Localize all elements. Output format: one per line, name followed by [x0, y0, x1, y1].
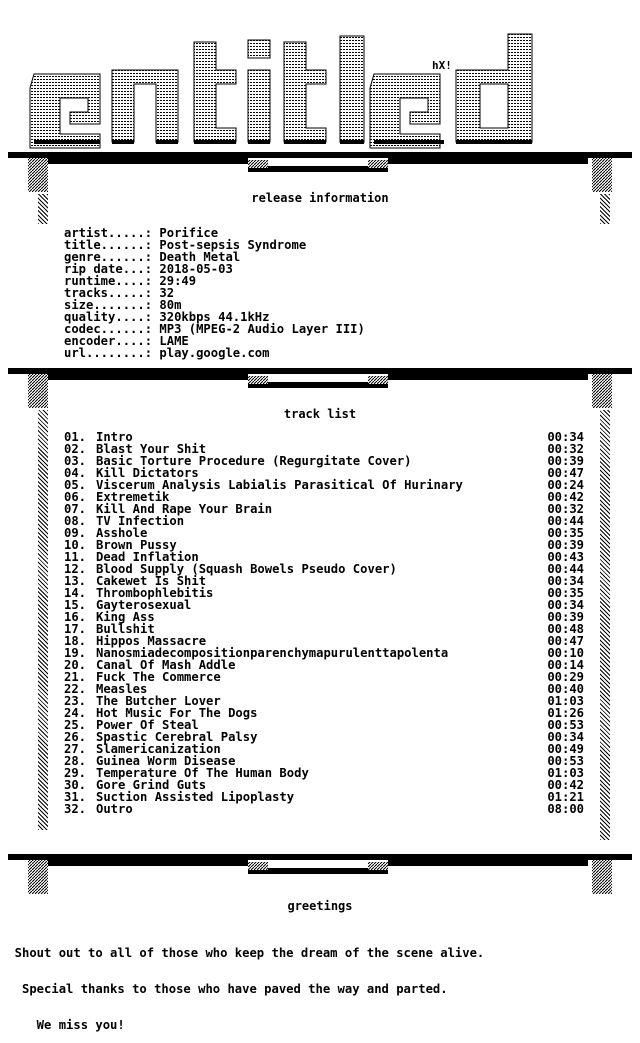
track-number: 23.: [64, 694, 87, 708]
track-title: The Butcher Lover: [96, 694, 221, 708]
track-number: 06.: [64, 490, 87, 504]
info-row: codec......: MP3 (MPEG-2 Audio Layer III): [64, 322, 365, 336]
track-number: 16.: [64, 610, 87, 624]
track-title: Measles: [96, 682, 148, 696]
track-number: 19.: [64, 646, 87, 660]
track-title: Blood Supply (Squash Bowels Pseudo Cover): [96, 562, 397, 576]
track-duration: 00:44: [547, 562, 584, 576]
info-row: runtime....: 29:49: [64, 274, 197, 288]
track-number: 30.: [64, 778, 87, 792]
track-duration: 01:21: [547, 790, 584, 804]
track-duration: 01:26: [547, 706, 584, 720]
section-divider: [8, 366, 632, 410]
track-title: Extremetik: [96, 490, 170, 504]
track-title: Power Of Steal: [96, 718, 199, 732]
track-title: Viscerum Analysis Labialis Parasitical Of Hurinary: [96, 478, 463, 492]
track-number: 29.: [64, 766, 87, 780]
info-row: tracks.....: 32: [64, 286, 175, 300]
track-duration: 00:47: [547, 634, 584, 648]
track-title: Spastic Cerebral Palsy: [96, 730, 258, 744]
info-row: title......: Post-sepsis Syndrome: [64, 238, 307, 252]
track-duration: 00:34: [547, 730, 584, 744]
track-number: 22.: [64, 682, 87, 696]
track-title: Nanosmiadecompositionparenchymapurulenttapolenta: [96, 646, 449, 660]
track-row: [64, 803, 584, 815]
track-duration: 00:42: [547, 778, 584, 792]
info-row: quality....: 320kbps 44.1kHz: [64, 310, 270, 324]
track-title: Fuck The Commerce: [96, 670, 221, 684]
track-number: 09.: [64, 526, 87, 540]
track-duration: 00:24: [547, 478, 584, 492]
greetings-text: [0, 923, 640, 1043]
track-duration: 01:03: [547, 694, 584, 708]
track-number: 32.: [64, 802, 87, 816]
track-duration: 00:34: [547, 430, 584, 444]
track-duration: 00:29: [547, 670, 584, 684]
track-duration: 00:40: [547, 682, 584, 696]
track-title: Bullshit: [96, 622, 155, 636]
release-info: [64, 227, 365, 359]
track-title: Thrombophlebitis: [96, 586, 214, 600]
track-duration: 00:47: [547, 466, 584, 480]
track-duration: 00:44: [547, 514, 584, 528]
track-title: Slamericanization: [96, 742, 221, 756]
greetings-heading: greetings: [287, 899, 353, 913]
info-row: url........: play.google.com: [64, 346, 270, 360]
track-number: 13.: [64, 574, 87, 588]
track-title: Outro: [96, 802, 133, 816]
track-title: Basic Torture Procedure (Regurgitate Cover): [96, 454, 412, 468]
track-number: 05.: [64, 478, 87, 492]
track-duration: 00:43: [547, 550, 584, 564]
track-duration: 00:14: [547, 658, 584, 672]
track-number: 02.: [64, 442, 87, 456]
track-number: 08.: [64, 514, 87, 528]
track-number: 03.: [64, 454, 87, 468]
track-title: Gore Grind Guts: [96, 778, 207, 792]
frame-left: [38, 410, 48, 830]
track-duration: 00:35: [547, 526, 584, 540]
info-row: encoder....: LAME: [64, 334, 189, 348]
track-number: 24.: [64, 706, 87, 720]
track-title: Hot Music For The Dogs: [96, 706, 258, 720]
greetings-line: Shout out to all of those who keep the dream of the scene alive.: [0, 946, 485, 960]
track-number: 11.: [64, 550, 87, 564]
track-number: 15.: [64, 598, 87, 612]
track-duration: 00:39: [547, 610, 584, 624]
track-title: Hippos Massacre: [96, 634, 207, 648]
track-title: Dead Inflation: [96, 550, 199, 564]
track-number: 26.: [64, 730, 87, 744]
track-number: 10.: [64, 538, 87, 552]
track-title: Intro: [96, 430, 133, 444]
track-title: Blast Your Shit: [96, 442, 207, 456]
greetings-line: Special thanks to those who have paved the way and parted.: [0, 982, 448, 996]
track-duration: 00:39: [547, 454, 584, 468]
track-number: 31.: [64, 790, 87, 804]
track-number: 20.: [64, 658, 87, 672]
track-duration: 00:10: [547, 646, 584, 660]
entitled-logo: [22, 22, 622, 152]
track-title: Temperature Of The Human Body: [96, 766, 309, 780]
track-list: [64, 431, 584, 815]
track-title: Asshole: [96, 526, 148, 540]
track-title: Kill Dictators: [96, 466, 199, 480]
track-number: 12.: [64, 562, 87, 576]
track-title: Cakewet Is Shit: [96, 574, 207, 588]
release-info-heading: release information: [251, 191, 389, 205]
info-row: size.......: 80m: [64, 298, 182, 312]
track-number: 18.: [64, 634, 87, 648]
track-duration: 00:35: [547, 586, 584, 600]
track-duration: 00:48: [547, 622, 584, 636]
track-duration: 00:53: [547, 718, 584, 732]
track-title: Gayterosexual: [96, 598, 192, 612]
track-number: 17.: [64, 622, 87, 636]
track-number: 21.: [64, 670, 87, 684]
track-duration: 00:34: [547, 574, 584, 588]
track-duration: 00:39: [547, 538, 584, 552]
track-duration: 00:53: [547, 754, 584, 768]
track-title: Guinea Worm Disease: [96, 754, 236, 768]
track-duration: 08:00: [547, 802, 584, 816]
track-number: 28.: [64, 754, 87, 768]
track-duration: 00:34: [547, 598, 584, 612]
section-divider: [8, 852, 632, 896]
track-row: [64, 791, 584, 803]
section-divider: [8, 150, 632, 194]
track-number: 25.: [64, 718, 87, 732]
info-row: rip date...: 2018-05-03: [64, 262, 233, 276]
info-row: artist.....: Porifice: [64, 226, 219, 240]
track-title: Kill And Rape Your Brain: [96, 502, 273, 516]
track-title: TV Infection: [96, 514, 185, 528]
track-duration: 00:42: [547, 490, 584, 504]
info-row: genre......: Death Metal: [64, 250, 241, 264]
track-title: Canal Of Mash Addle: [96, 658, 236, 672]
track-number: 27.: [64, 742, 87, 756]
track-list-heading: track list: [283, 407, 357, 421]
logo-tag: hX!: [432, 59, 452, 72]
track-title: Suction Assisted Lipoplasty: [96, 790, 295, 804]
track-number: 04.: [64, 466, 87, 480]
track-title: Brown Pussy: [96, 538, 177, 552]
track-number: 14.: [64, 586, 87, 600]
track-duration: 01:03: [547, 766, 584, 780]
track-title: King Ass: [96, 610, 155, 624]
track-duration: 00:32: [547, 502, 584, 516]
track-number: 07.: [64, 502, 87, 516]
frame-right: [600, 410, 610, 840]
track-duration: 00:49: [547, 742, 584, 756]
greetings-line: We miss you!: [0, 1018, 125, 1032]
track-number: 01.: [64, 430, 87, 444]
track-duration: 00:32: [547, 442, 584, 456]
